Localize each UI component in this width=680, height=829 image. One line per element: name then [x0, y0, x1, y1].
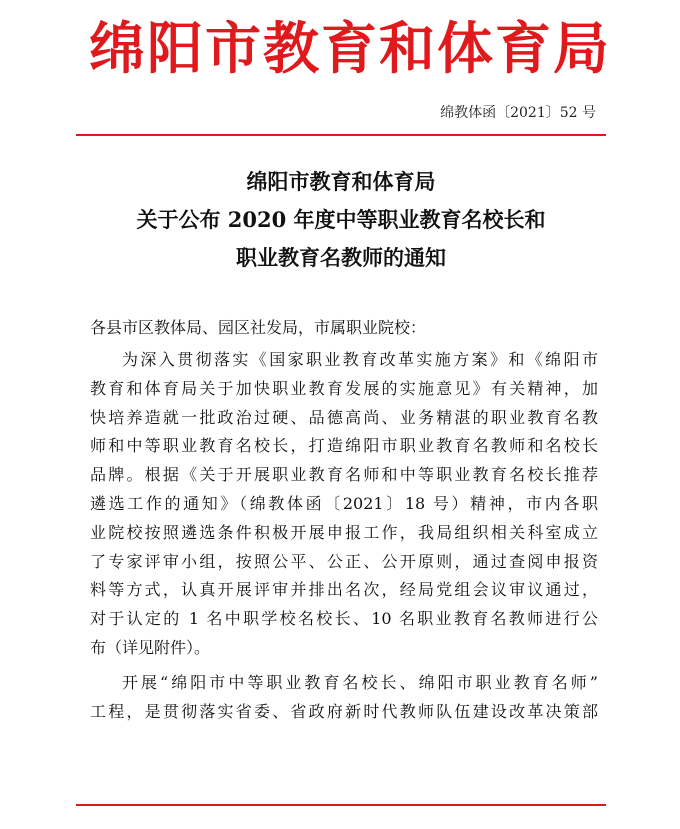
- text-line: 了专家评审小组，按照公平、公正、公开原则，通过查阅申报资: [90, 551, 598, 571]
- title-line: 关于公布 2020 年度中等职业教育名校长和: [136, 207, 546, 232]
- red-divider-bottom: [76, 804, 606, 806]
- body-text: [90, 346, 598, 732]
- red-divider-top: [76, 134, 606, 136]
- text-line: 教育和体育局关于加快职业教育发展的实施意见》有关精神，加: [90, 378, 598, 398]
- paragraph-1: [90, 346, 598, 663]
- title-line: 职业教育名教师的通知: [236, 245, 446, 270]
- text-line: 师和中等职业教育名校长，打造绵阳市职业教育名教师和名校长: [90, 436, 598, 456]
- notice-title: [76, 163, 606, 277]
- title-line: 绵阳市教育和体育局: [246, 169, 436, 194]
- text-line: 料等方式，认真开展评审并排出名次，经局党组会议审议通过，: [90, 580, 598, 600]
- paragraph-2: [90, 669, 598, 727]
- text-line: 快培养造就一批政治过硬、品德高尚、业务精湛的职业教育名教: [90, 407, 598, 427]
- document-number: 绵教体函〔2021〕52 号: [440, 105, 596, 121]
- text-line: 对于认定的 1 名中职学校名校长、10 名职业教育名教师进行公: [90, 609, 598, 629]
- text-line: 开展“绵阳市中等职业教育名校长、绵阳市职业教育名师”: [122, 672, 598, 692]
- text-line: 工程，是贯彻落实省委、省政府新时代教师队伍建设改革决策部: [90, 701, 598, 721]
- text-line: 遴选工作的通知》（绵教体函〔2021〕18 号）精神，市内各职: [90, 493, 598, 513]
- salutation: 各县市区教体局、园区社发局，市属职业院校：: [90, 318, 427, 337]
- text-line: 品牌。根据《关于开展职业教育名师和中等职业教育名校长推荐: [90, 465, 598, 485]
- text-line: 业院校按照遴选条件积极开展申报工作，我局组织相关科室成立: [90, 522, 598, 542]
- text-line: 布（详见附件）。: [90, 637, 211, 657]
- masthead-title: 绵阳市教育和体育局: [89, 16, 611, 82]
- text-line: 为深入贯彻落实《国家职业教育改革实施方案》和《绵阳市: [122, 350, 598, 369]
